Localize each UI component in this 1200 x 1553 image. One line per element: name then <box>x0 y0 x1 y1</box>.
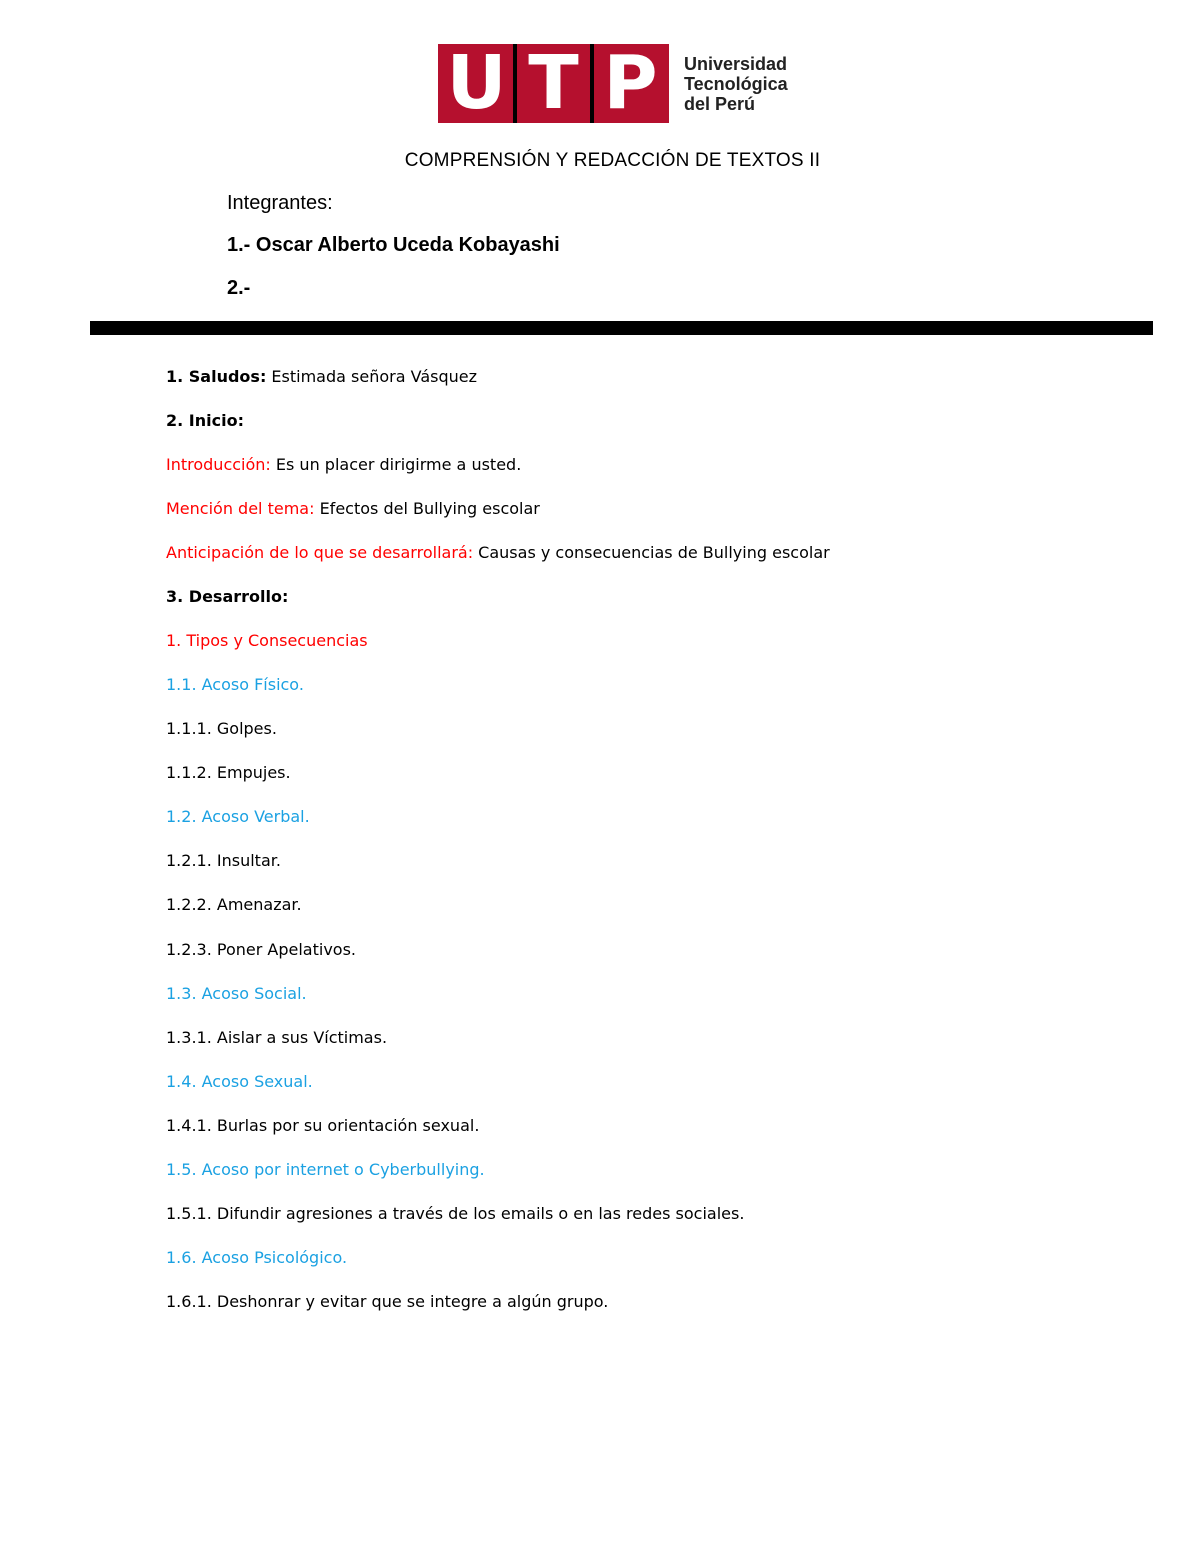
section-divider <box>90 321 1153 335</box>
item-insultar: 1.2.1. Insultar. <box>166 851 281 870</box>
desarrollo-heading: 3. Desarrollo: <box>166 587 289 606</box>
item-golpes: 1.1.1. Golpes. <box>166 719 277 738</box>
subsection-psicologico: 1.6. Acoso Psicológico. <box>166 1248 348 1267</box>
tema-label: Mención del tema: <box>166 499 315 518</box>
item-empujes: 1.1.2. Empujes. <box>166 763 291 782</box>
inicio-heading: 2. Inicio: <box>166 411 244 430</box>
member-1: 1.- Oscar Alberto Uceda Kobayashi <box>227 234 560 256</box>
item-amenazar: 1.2.2. Amenazar. <box>166 895 302 914</box>
saludos-line <box>166 366 477 388</box>
subsection-social: 1.3. Acoso Social. <box>166 984 307 1003</box>
subsection-fisico: 1.1. Acoso Físico. <box>166 675 304 694</box>
member-2: 2.- <box>227 277 251 299</box>
logo-letter-p: P <box>603 40 658 126</box>
saludos-label: 1. Saludos: <box>166 367 267 386</box>
subsection-sexual: 1.4. Acoso Sexual. <box>166 1072 313 1091</box>
logo-letter-t: T <box>528 40 579 126</box>
anticipacion-text: Causas y consecuencias de Bullying escolar <box>473 543 830 562</box>
saludos-text: Estimada señora Vásquez <box>266 367 477 386</box>
intro-line <box>166 454 521 476</box>
tipos-heading: 1. Tipos y Consecuencias <box>166 631 368 650</box>
subsection-internet: 1.5. Acoso por internet o Cyberbullying. <box>166 1160 485 1179</box>
anticipacion-label: Anticipación de lo que se desarrollará: <box>166 543 474 562</box>
item-deshonrar: 1.6.1. Deshonrar y evitar que se integre a algún grupo. <box>166 1292 609 1311</box>
intro-label: Introducción: <box>166 455 271 474</box>
item-difundir: 1.5.1. Difundir agresiones a través de los emails o en las redes sociales. <box>166 1204 745 1223</box>
item-burlas: 1.4.1. Burlas por su orientación sexual. <box>166 1116 480 1135</box>
course-title: COMPRENSIÓN Y REDACCIÓN DE TEXTOS II <box>404 150 821 171</box>
logo-university-name <box>684 54 788 114</box>
item-aislar: 1.3.1. Aislar a sus Víctimas. <box>166 1028 388 1047</box>
subsection-verbal: 1.2. Acoso Verbal. <box>166 807 310 826</box>
item-apelativos: 1.2.3. Poner Apelativos. <box>166 940 356 959</box>
tema-line <box>166 498 540 520</box>
logo-letter-u: U <box>446 40 507 126</box>
logo-text-line: del Perú <box>684 94 756 114</box>
members-label: Integrantes: <box>227 192 333 214</box>
tema-text: Efectos del Bullying escolar <box>314 499 540 518</box>
intro-text: Es un placer dirigirme a usted. <box>270 455 522 474</box>
logo-text-line: Tecnológica <box>684 74 788 94</box>
logo-text-line: Universidad <box>684 54 788 74</box>
utp-logo <box>438 40 798 126</box>
anticipacion-line <box>166 542 830 564</box>
